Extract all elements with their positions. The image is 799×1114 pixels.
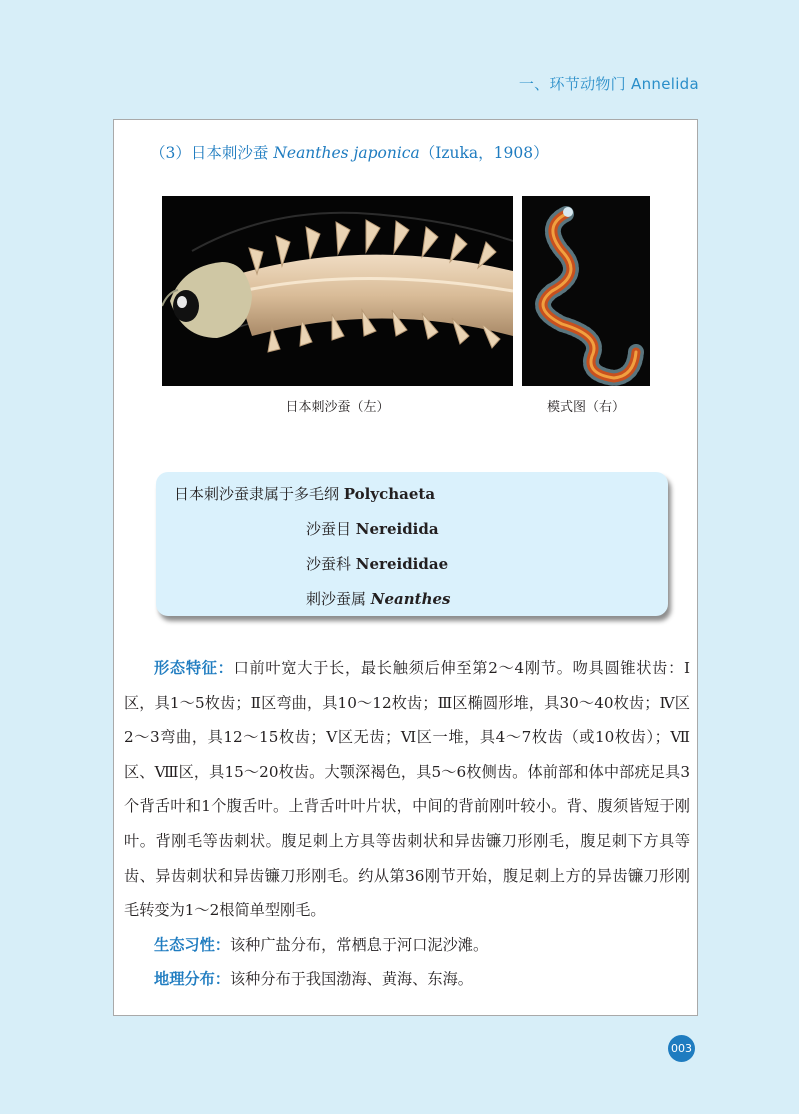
taxonomy-class — [174, 483, 435, 504]
taxonomy-class-latin: Polychaeta — [343, 485, 436, 503]
taxonomy-class-cn: 日本刺沙蚕隶属于多毛纲 — [174, 485, 340, 503]
ecology-label: 生态习性： — [154, 935, 230, 954]
distribution-text: 该种分布于我国渤海、黄海、东海。 — [229, 970, 473, 989]
distribution-paragraph — [124, 962, 690, 997]
species-heading — [150, 141, 549, 163]
running-header: 一、环节动物门 Annelida — [518, 75, 699, 93]
description-text — [124, 651, 690, 997]
species-authority: （Izuka，1908） — [419, 144, 549, 162]
taxonomy-order — [306, 518, 439, 539]
distribution-label: 地理分布： — [154, 970, 230, 989]
taxonomy-genus — [306, 588, 451, 609]
morphology-text: 口前叶宽大于长，最长触须后伸至第2～4刚节。吻具圆锥状齿：Ⅰ区，具1～5枚齿；Ⅱ区弯曲，具10～12枚齿；Ⅲ区椭圆形堆，具30～40枚齿；Ⅳ区2～3弯曲，具12～15枚齿；Ⅴ区无齿；Ⅵ区一堆，具4～7枚齿（或10枚齿）；Ⅶ区、Ⅷ区，具15～20枚齿。大颚深褐色，具5～6枚侧齿。体前部和体中部疣足具3个背舌叶和1个腹舌叶。上背舌叶叶片状，中间的背前刚叶较小。背、腹须皆短于刚叶。背刚毛等齿刺状。腹足刺上方具等齿刺状和异齿镰刀形刚毛，腹足刺下方具等齿、异齿刺状和异齿镰刀形刚毛。约从第36刚节开始，腹足刺上方的异齿镰刀形刚毛转变为1～2根简单型刚毛。 — [124, 659, 691, 920]
ecology-paragraph — [124, 928, 690, 963]
ecology-text: 该种广盐分布，常栖息于河口泥沙滩。 — [229, 935, 489, 954]
morphology-label: 形态特征： — [154, 659, 234, 677]
taxonomy-family-cn: 沙蚕科 — [306, 555, 352, 573]
taxonomy-family — [306, 553, 448, 574]
taxonomy-family-latin: Nereididae — [355, 555, 449, 573]
worm-closeup-photo — [162, 196, 513, 386]
taxonomy-order-latin: Nereidida — [355, 520, 439, 538]
taxonomy-genus-latin: Neanthes — [370, 590, 451, 608]
left-photo-caption: 日本刺沙蚕（左） — [285, 400, 390, 415]
species-cn-name: 日本刺沙蚕 — [190, 144, 269, 162]
taxonomy-box — [156, 472, 668, 616]
worm-whole-photo — [522, 196, 650, 386]
right-photo-caption: 模式图（右） — [546, 400, 625, 415]
page-number-badge: 003 — [668, 1035, 695, 1062]
content-frame — [113, 119, 698, 1016]
species-number: （3） — [150, 144, 191, 162]
taxonomy-order-cn: 沙蚕目 — [306, 520, 352, 538]
morphology-paragraph — [124, 651, 690, 928]
taxonomy-genus-cn: 刺沙蚕属 — [306, 590, 367, 608]
species-latin-name: Neanthes japonica — [273, 144, 420, 162]
